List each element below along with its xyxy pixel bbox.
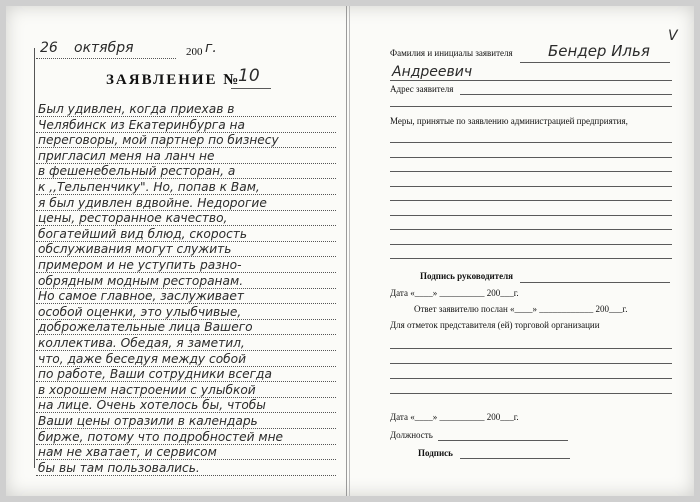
date2-label: Дата «____» __________ 200___г.	[390, 412, 519, 422]
date-day: 26	[40, 40, 58, 56]
marks-rule	[390, 348, 672, 349]
measures-rule	[390, 200, 672, 201]
marks-rule	[390, 378, 672, 379]
corner-mark: V	[668, 28, 678, 44]
measures-rule	[390, 258, 672, 259]
document-number: 10	[238, 66, 260, 86]
date-underline	[36, 58, 176, 59]
handwritten-line: Ваши цены отразили в календарь	[38, 414, 258, 428]
name-label: Фамилия и инициалы заявителя	[390, 48, 513, 58]
handwritten-line: коллектива. Обедая, я заметил,	[38, 336, 245, 350]
measures-rule	[390, 244, 672, 245]
signature-head-rule	[520, 282, 670, 283]
measures-rule	[390, 229, 672, 230]
measures-rule	[390, 142, 672, 143]
number-underline	[231, 88, 271, 89]
position-label: Должность	[390, 430, 433, 440]
address-rule-2	[390, 106, 672, 107]
handwritten-line: цены, ресторанное качество,	[38, 211, 228, 226]
handwritten-line: в хорошем настроении с улыбкой	[38, 382, 256, 397]
measures-rule	[390, 186, 672, 187]
left-page	[6, 6, 347, 496]
date-year-prefix: 200	[186, 46, 203, 58]
handwritten-line: обрядным модным ресторанам.	[38, 273, 244, 288]
signature-label: Подпись	[418, 448, 453, 458]
handwritten-line: бирже, потому что подробностей мне	[38, 429, 284, 444]
marks-rule	[390, 393, 672, 394]
measures-rule	[390, 171, 672, 172]
handwritten-line: Но самое главное, заслуживает	[38, 289, 245, 304]
handwritten-line: доброжелательные лица Вашего	[38, 320, 253, 335]
left-margin-line	[34, 48, 35, 468]
handwritten-line: бы вы там пользовались.	[38, 460, 200, 475]
handwritten-line: к ,,Тельпенчику". Но, попав к Вам,	[38, 180, 260, 194]
name-value-line2: Андреевич	[392, 64, 473, 80]
address-label: Адрес заявителя	[390, 84, 454, 94]
handwritten-line: в фешенебельный ресторан, а	[38, 164, 236, 179]
handwritten-line: нам не хватает, и сервисом	[38, 445, 217, 460]
complaint-book-spread	[6, 6, 694, 496]
measures-rule	[390, 157, 672, 158]
handwritten-line: переговоры, мой партнер по бизнесу	[38, 133, 279, 148]
name-value-line1: Бендер Илья	[548, 42, 650, 60]
handwritten-line: особой оценки, это улыбчивые,	[38, 304, 242, 319]
name-rule-2	[390, 80, 672, 81]
date-year-suffix: г.	[205, 40, 217, 56]
handwritten-line: что, даже беседуя между собой	[38, 351, 247, 366]
handwritten-line: обслуживания могут служить	[38, 242, 232, 257]
right-page	[349, 6, 694, 496]
address-rule-1	[460, 94, 672, 95]
handwritten-line: пригласил меня на ланч не	[38, 148, 215, 163]
marks-rule	[390, 363, 672, 364]
measures-label: Меры, принятые по заявлению администрацией предприятия,	[390, 116, 628, 126]
measures-rule	[390, 215, 672, 216]
signature-rule	[460, 458, 570, 459]
position-rule	[438, 440, 568, 441]
handwritten-line: по работе, Ваши сотрудники всегда	[38, 367, 272, 382]
answer-label: Ответ заявителю послан «____» ____________ 200___г.	[414, 304, 628, 314]
date-month: октября	[74, 40, 134, 56]
handwritten-line: на лице. Очень хотелось бы, чтобы	[38, 398, 266, 413]
handwritten-line: примером и не уступить разно-	[38, 258, 242, 272]
date1-label: Дата «____» __________ 200___г.	[390, 288, 519, 298]
ruled-line	[36, 475, 336, 476]
handwritten-line: Челябинск из Екатеринбурга на	[38, 117, 245, 132]
handwritten-line: я был удивлен вдвойне. Недорогие	[38, 195, 267, 210]
document-title: ЗАЯВЛЕНИЕ №	[106, 72, 241, 88]
marks-label: Для отметок представителя (ей) торговой организации	[390, 320, 600, 330]
name-rule-1	[520, 62, 670, 63]
signature-head-label: Подпись руководителя	[420, 271, 514, 281]
handwritten-line: Был удивлен, когда приехав в	[38, 102, 235, 116]
handwritten-line: богатейший вид блюд, скорость	[38, 226, 248, 241]
